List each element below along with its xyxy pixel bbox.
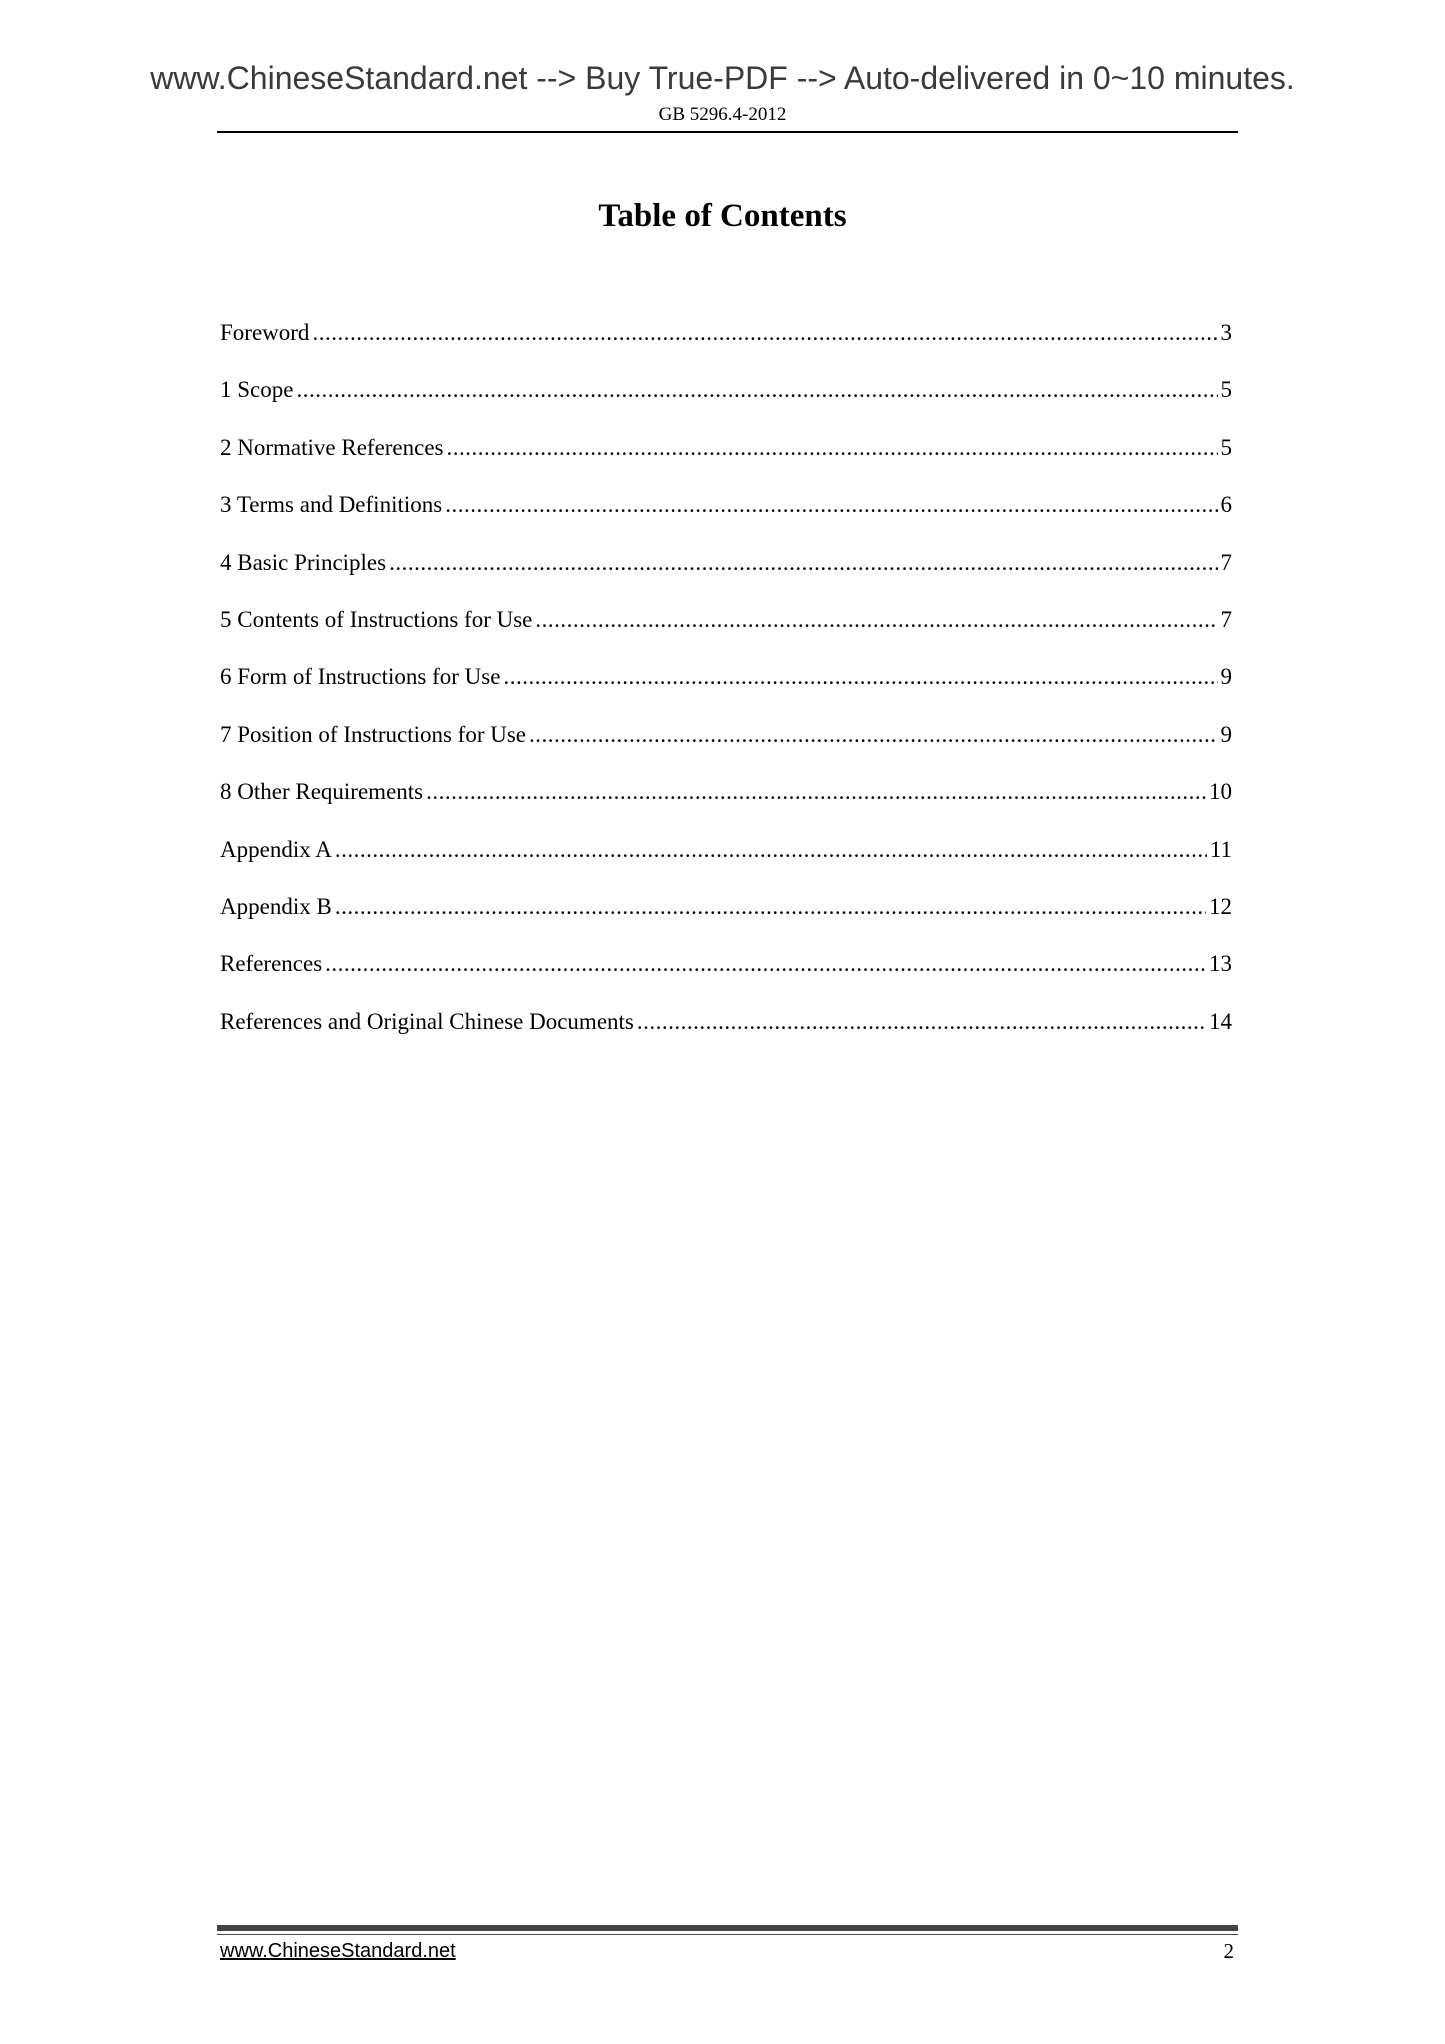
toc-entry-page: 9 xyxy=(1220,721,1232,747)
toc-entry-page: 6 xyxy=(1220,492,1232,518)
toc-entry-references-and-original-documents[interactable] xyxy=(220,1009,1232,1066)
toc-entry-page: 7 xyxy=(1220,549,1232,575)
toc-entry-label: References xyxy=(220,951,323,977)
footer-site-link[interactable]: www.ChineseStandard.net xyxy=(220,1940,456,1962)
toc-entry-page: 11 xyxy=(1209,836,1232,862)
toc-entry-label: 5 Contents of Instructions for Use xyxy=(220,606,533,632)
dot-leader xyxy=(389,550,1217,576)
toc-entry-page: 5 xyxy=(1220,434,1232,460)
toc-entry-page: 14 xyxy=(1209,1008,1232,1034)
toc-entry-appendix-b[interactable] xyxy=(220,894,1232,951)
header-divider xyxy=(217,131,1238,133)
toc-entry-label: Foreword xyxy=(220,320,310,345)
dot-leader xyxy=(503,664,1217,690)
toc-entry-contents-of-instructions[interactable] xyxy=(220,607,1232,664)
dot-leader xyxy=(335,894,1206,920)
dot-leader xyxy=(296,377,1217,403)
toc-entry-page: 3 xyxy=(1220,320,1232,345)
toc-entry-page: 10 xyxy=(1209,779,1232,805)
toc-entry-position-of-instructions[interactable] xyxy=(220,722,1232,779)
toc-entry-page: 13 xyxy=(1209,951,1232,977)
toc-entry-label: References and Original Chinese Documents xyxy=(220,1008,634,1034)
toc-entry-page: 12 xyxy=(1209,893,1232,919)
page-number: 2 xyxy=(1223,1939,1234,1963)
toc-entry-form-of-instructions[interactable] xyxy=(220,664,1232,721)
dot-leader xyxy=(426,779,1206,805)
footer-divider-thin xyxy=(217,1934,1238,1935)
toc-entry-other-requirements[interactable] xyxy=(220,779,1232,836)
toc-entry-label: Appendix B xyxy=(220,893,332,919)
toc-entry-references[interactable] xyxy=(220,951,1232,1008)
toc-entry-label: 2 Normative References xyxy=(220,434,444,460)
site-banner: www.ChineseStandard.net --> Buy True-PDF --> Auto-delivered in 0~10 minutes. xyxy=(150,60,1295,96)
dot-leader xyxy=(312,320,1217,346)
toc-entry-terms-and-definitions[interactable] xyxy=(220,492,1232,549)
dot-leader xyxy=(445,492,1217,518)
dot-leader xyxy=(447,435,1218,461)
dot-leader xyxy=(335,837,1207,863)
toc-entry-scope[interactable] xyxy=(220,377,1232,434)
toc-entry-foreword[interactable] xyxy=(220,320,1232,377)
table-of-contents xyxy=(220,320,1232,1066)
standard-code: GB 5296.4-2012 xyxy=(658,104,787,125)
dot-leader xyxy=(637,1009,1206,1035)
toc-entry-page: 5 xyxy=(1220,377,1232,403)
toc-entry-page: 7 xyxy=(1220,606,1232,632)
toc-entry-label: 3 Terms and Definitions xyxy=(220,492,443,518)
dot-leader xyxy=(325,951,1206,977)
toc-entry-normative-references[interactable] xyxy=(220,435,1232,492)
toc-entry-label: 6 Form of Instructions for Use xyxy=(220,664,501,690)
toc-entry-appendix-a[interactable] xyxy=(220,837,1232,894)
dot-leader xyxy=(535,607,1217,633)
toc-entry-page: 9 xyxy=(1220,664,1232,690)
toc-entry-basic-principles[interactable] xyxy=(220,550,1232,607)
toc-entry-label: 1 Scope xyxy=(220,377,294,403)
toc-entry-label: 7 Position of Instructions for Use xyxy=(220,721,527,747)
page-title: Table of Contents xyxy=(598,198,847,234)
toc-entry-label: 8 Other Requirements xyxy=(220,779,424,805)
toc-entry-label: Appendix A xyxy=(220,836,332,862)
footer-divider-thick xyxy=(217,1925,1238,1931)
toc-entry-label: 4 Basic Principles xyxy=(220,549,387,575)
dot-leader xyxy=(529,722,1217,748)
